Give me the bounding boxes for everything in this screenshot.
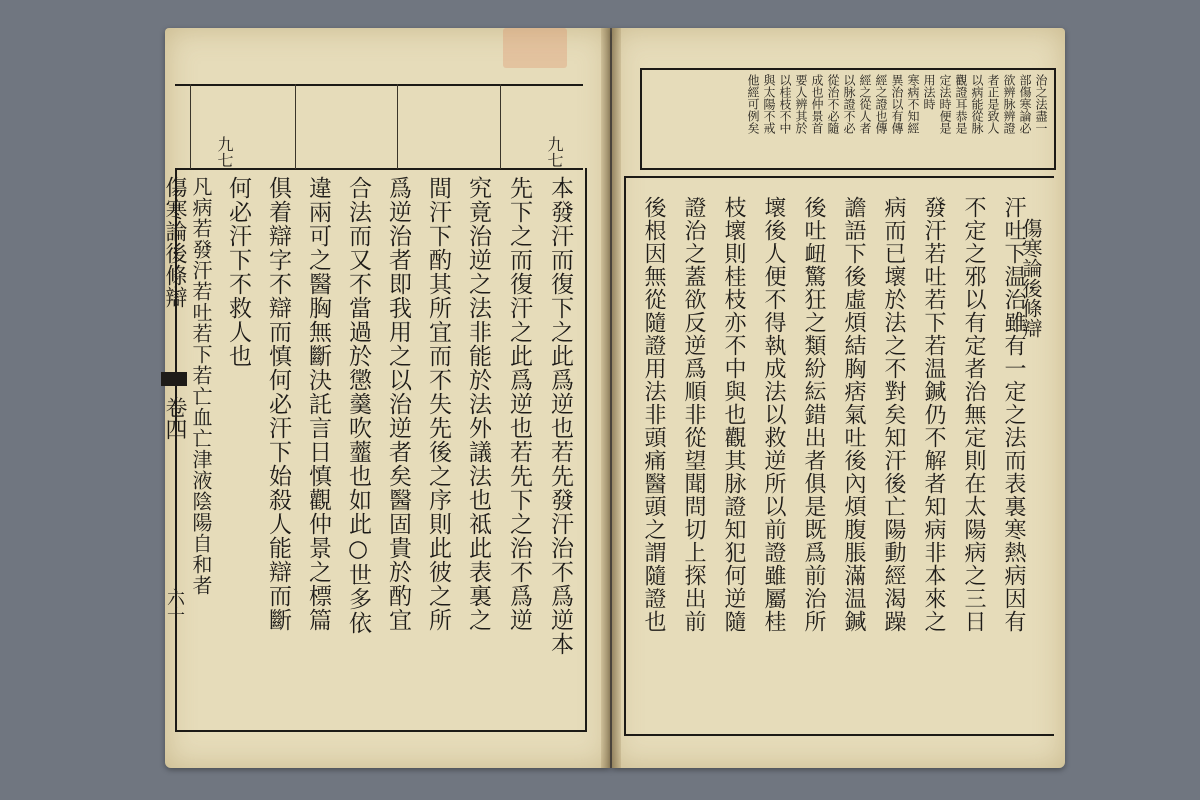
running-title: 傷寒論後條辯 — [162, 176, 187, 308]
text-column: 譫語下後虛煩結胸痞氣吐後內煩腹脹滿温鍼 — [841, 196, 866, 633]
headnote-text: 治之法盡一 — [1034, 74, 1048, 134]
header-page-number: 九七 — [215, 136, 234, 168]
text-column: 汗吐下温治雖有一定之法而表裏寒熱病因有 — [1001, 196, 1026, 633]
header-page-number: 九七 — [545, 136, 564, 168]
left-page — [162, 28, 610, 768]
headnote-text: 部傷寒論必 — [1018, 74, 1032, 134]
header-divider — [295, 84, 296, 169]
text-column: 病而已壞於法之不對矣知汗後亡陽動經渴躁 — [881, 196, 906, 633]
volume-label: 卷四 — [162, 396, 187, 440]
text-column: 本發汗而復下之此爲逆也若先發汗治不爲逆本 — [547, 176, 573, 656]
text-column: 壞後人便不得執成法以救逆所以前證雖屬桂 — [761, 196, 786, 633]
headnote-text: 經之證也傳 — [874, 74, 888, 134]
text-column: 爲逆治者即我用之以治逆者矣醫固貴於酌宜 — [385, 176, 411, 632]
book-gutter — [601, 28, 621, 768]
header-divider — [500, 84, 501, 169]
headnote-text: 成也仲景首 — [810, 74, 824, 134]
headnote-text: 異治以有傳 — [890, 74, 904, 134]
text-column: 發汗若吐若下若温鍼仍不解者知病非本來之 — [921, 196, 946, 633]
running-title: 傷寒論後條辯 — [1019, 218, 1043, 338]
headnote-text: 以病能從脉 — [970, 74, 984, 134]
book-spread — [162, 28, 1065, 776]
headnote-text: 定法時便是 — [938, 74, 952, 134]
seal-stamp — [503, 28, 567, 68]
leaf-number: 六十 — [164, 588, 185, 624]
text-column: 合法而又不當過於懲羹吹虀也如此○世多依 — [345, 176, 371, 635]
header-divider — [190, 84, 191, 169]
headnote-text: 寒病不知經 — [906, 74, 920, 134]
headnote-text: 經之從人者 — [858, 74, 872, 134]
headnote-text: 以脉證不必 — [842, 74, 856, 134]
headnote-text: 用法時 — [922, 74, 936, 110]
headnote-text: 他經可例矣 — [746, 74, 760, 134]
headnote-text: 欲辨脉辨證 — [1002, 74, 1016, 134]
text-column: 間汗下酌其所宜而不失先後之序則此彼之所 — [425, 176, 451, 632]
text-column: 先下之而復汗之此爲逆也若先下之治不爲逆 — [506, 176, 532, 632]
text-column: 證治之蓋欲反逆爲順非從望聞問切上探出前 — [681, 196, 706, 633]
header-divider — [397, 84, 398, 169]
text-column: 後根因無從隨證用法非頭痛醫頭之謂隨證也 — [641, 196, 666, 633]
text-column: 後吐衄驚狂之類紛紜錯出者俱是既爲前治所 — [801, 196, 826, 633]
headnote-text: 從治不必隨 — [826, 74, 840, 134]
frame-top-rule — [624, 176, 1054, 178]
text-column: 不定之邪以有定者治無定則在太陽病之三日 — [961, 196, 986, 633]
text-column: 凡病若發汗若吐若下若亡血亡津液陰陽自和者 — [189, 176, 213, 596]
text-column: 違兩可之醫胸無斷決託言日慎觀仲景之標篇 — [305, 176, 331, 632]
headnote-text: 者正是致人 — [986, 74, 1000, 134]
text-column: 枝壞則桂枝亦不中與也觀其脉證知犯何逆隨 — [721, 196, 746, 633]
headnote-text: 與太陽不戒 — [762, 74, 776, 134]
header-top-rule — [175, 84, 583, 86]
text-column: 究竟治逆之法非能於法外議法也祗此表裏之 — [465, 176, 491, 632]
headnote-text: 觀證耳恭是 — [954, 74, 968, 134]
text-column: 俱着辯字不辯而慎何必汗下始殺人能辯而斷 — [265, 176, 291, 632]
right-page — [612, 28, 1065, 768]
fishtail-mark — [161, 372, 187, 386]
text-column: 何必汗下不救人也 — [225, 176, 251, 368]
headnote-text: 以桂枝不中 — [778, 74, 792, 134]
headnote-text: 要人辨其於 — [794, 74, 808, 134]
